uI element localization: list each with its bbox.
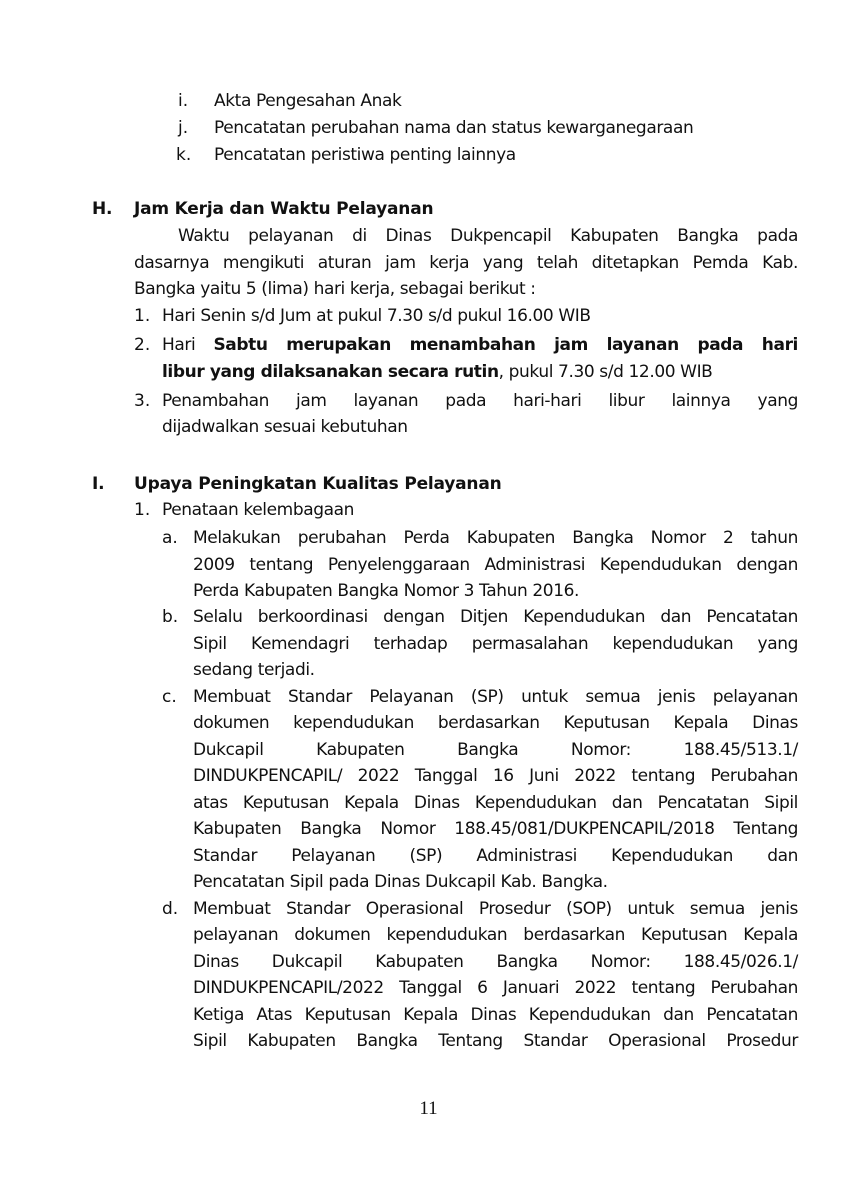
paragraph-line: Waktu pelayanan di Dinas Dukpencapil Kabupaten Bangka pada: [178, 226, 798, 246]
list-marker: d.: [162, 899, 179, 919]
list-marker: 2.: [134, 335, 151, 355]
paragraph-line: Bangka yaitu 5 (lima) hari kerja, sebagai berikut :: [134, 279, 536, 299]
list-item-line: Membuat Standar Pelayanan (SP) untuk semua jenis pelayanan: [193, 687, 798, 707]
list-item-line: Dinas Dukcapil Kabupaten Bangka Nomor: 188.45/026.1/: [193, 952, 798, 972]
section-marker: H.: [92, 199, 113, 219]
list-marker: j.: [178, 118, 189, 138]
list-marker: 1.: [134, 306, 151, 326]
paragraph-line: dasarnya mengikuti aturan jam kerja yang telah ditetapkan Pemda Kab.: [134, 253, 798, 273]
list-item-line: Sipil Kemendagri terhadap permasalahan kependudukan yang: [193, 634, 798, 654]
list-item-line: dokumen kependudukan berdasarkan Keputusan Kepala Dinas: [193, 713, 798, 733]
list-item-suffix: , pukul 7.30 s/d 12.00 WIB: [498, 362, 713, 382]
list-item-line: Selalu berkoordinasi dengan Ditjen Kependudukan dan Pencatatan: [193, 607, 798, 627]
list-item: Hari Senin s/d Jum at pukul 7.30 s/d pukul 16.00 WIB: [162, 306, 591, 326]
list-item-line: Membuat Standar Operasional Prosedur (SOP) untuk semua jenis: [193, 899, 798, 919]
list-item-line: Pencatatan Sipil pada Dinas Dukcapil Kab. Bangka.: [193, 872, 608, 892]
list-item-line: Ketiga Atas Keputusan Kepala Dinas Kependudukan dan Pencatatan: [193, 1005, 798, 1025]
list-item-line: Dukcapil Kabupaten Bangka Nomor: 188.45/513.1/: [193, 740, 798, 760]
subsection-title: Penataan kelembagaan: [162, 500, 355, 520]
list-item-continuation: [162, 359, 712, 385]
list-item: Akta Pengesahan Anak: [214, 91, 402, 111]
list-item-line: 2009 tentang Penyelenggaraan Administrasi Kependudukan dengan: [193, 555, 798, 575]
section-marker: I.: [92, 474, 105, 494]
page-number: 11: [419, 1098, 438, 1119]
list-item-line: sedang terjadi.: [193, 660, 315, 680]
list-item-line: Standar Pelayanan (SP) Administrasi Kependudukan dan: [193, 846, 798, 866]
list-item-line: DINDUKPENCAPIL/ 2022 Tanggal 16 Juni 2022 tentang Perubahan: [193, 766, 798, 786]
list-item-line: atas Keputusan Kepala Dinas Kependudukan dan Pencatatan Sipil: [193, 793, 798, 813]
list-marker: k.: [176, 145, 192, 165]
list-item-prefix: Hari: [162, 335, 214, 355]
list-marker: 1.: [134, 500, 151, 520]
list-item: Penambahan jam layanan pada hari-hari libur lainnya yang: [162, 391, 798, 411]
list-marker: i.: [178, 91, 189, 111]
section-heading: Jam Kerja dan Waktu Pelayanan: [134, 199, 434, 219]
list-item-line: DINDUKPENCAPIL/2022 Tanggal 6 Januari 2022 tentang Perubahan: [193, 978, 798, 998]
list-item-line: Melakukan perubahan Perda Kabupaten Bangka Nomor 2 tahun: [193, 528, 798, 548]
list-item: [162, 332, 798, 358]
list-item: Pencatatan peristiwa penting lainnya: [214, 145, 516, 165]
list-item-line: Kabupaten Bangka Nomor 188.45/081/DUKPENCAPIL/2018 Tentang: [193, 819, 798, 839]
list-marker: 3.: [134, 391, 151, 411]
list-item-line: Perda Kabupaten Bangka Nomor 3 Tahun 2016.: [193, 581, 580, 601]
list-item-continuation: dijadwalkan sesuai kebutuhan: [162, 417, 408, 437]
list-item-line: Sipil Kabupaten Bangka Tentang Standar Operasional Prosedur: [193, 1031, 798, 1051]
list-marker: a.: [162, 528, 178, 548]
list-marker: b.: [162, 607, 179, 627]
emphasis-text: libur yang dilaksanakan secara rutin: [162, 362, 499, 382]
list-item-line: pelayanan dokumen kependudukan berdasarkan Keputusan Kepala: [193, 925, 798, 945]
emphasis-text: Sabtu merupakan menambahan jam layanan pada hari: [213, 335, 798, 355]
list-marker: c.: [162, 687, 177, 707]
list-item: Pencatatan perubahan nama dan status kewarganegaraan: [214, 118, 694, 138]
section-heading: Upaya Peningkatan Kualitas Pelayanan: [134, 474, 502, 494]
